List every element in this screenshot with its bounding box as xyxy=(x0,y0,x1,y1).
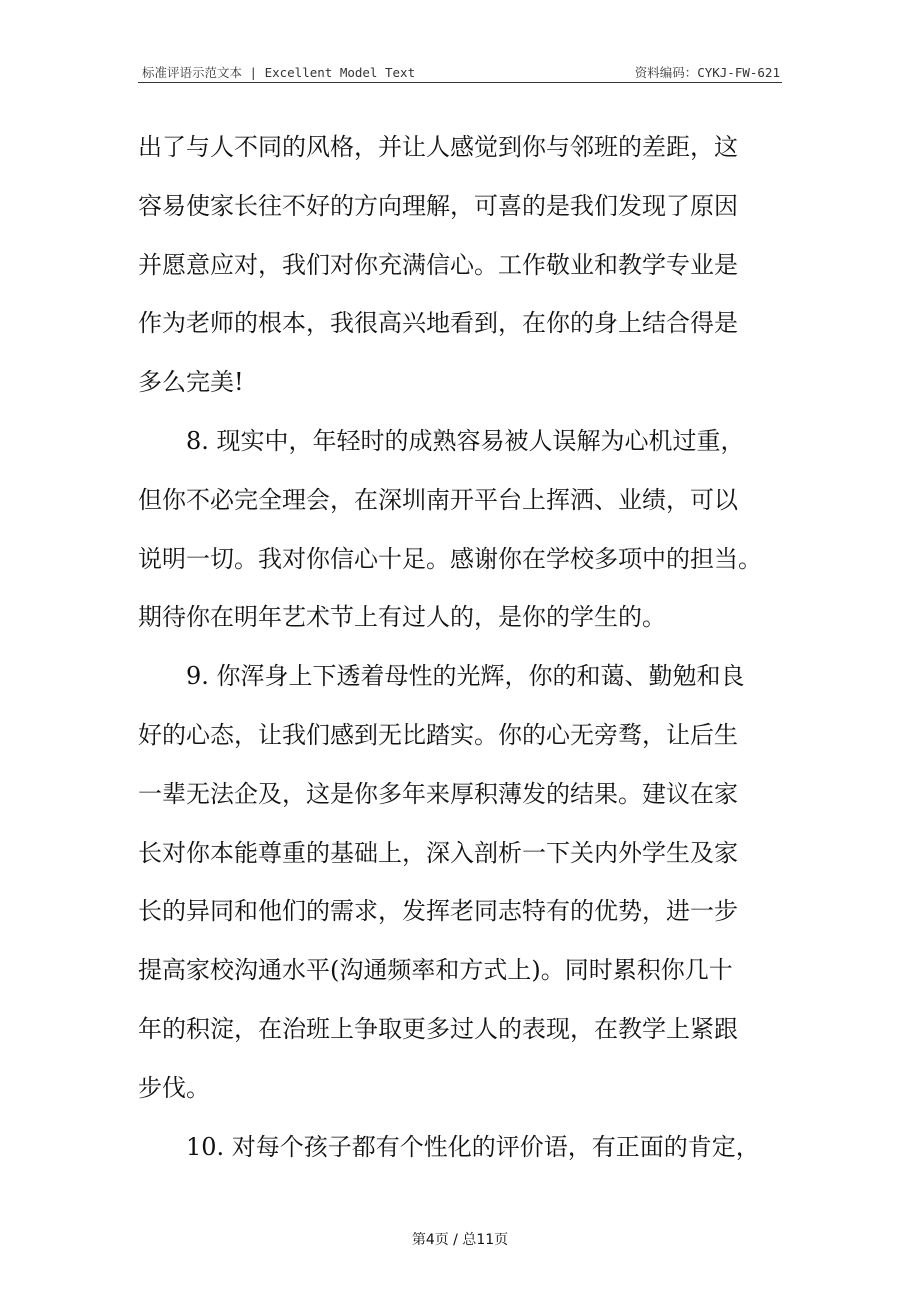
text-line: 9. 你浑身上下透着母性的光辉，你的和蔼、勤勉和良 xyxy=(186,662,745,691)
text-line: 出了与人不同的风格，并让人感觉到你与邻班的差距，这 xyxy=(138,133,738,161)
page-footer xyxy=(0,1229,920,1249)
document-body xyxy=(138,118,778,1176)
header-document-code: 资料编码：CYKJ-FW-621 xyxy=(634,65,780,80)
text-line: 10. 对每个孩子都有个性化的评价语，有正面的肯定， xyxy=(186,1132,760,1161)
text-line: 步伐。 xyxy=(138,1073,210,1102)
text-line: 年的积淀，在治班上争取更多过人的表现，在教学上紧跟 xyxy=(138,1014,738,1043)
text-line: 并愿意应对，我们对你充满信心。工作敬业和教学专业是 xyxy=(138,250,738,279)
text-line: 提高家校沟通水平(沟通频率和方式上)。同时累积你几十 xyxy=(138,956,733,985)
text-line: 说明一切。我对你信心十足。感谢你在学校多项中的担当。 xyxy=(138,544,762,573)
text-line: 长的异同和他们的需求，发挥老同志特有的优势，进一步 xyxy=(138,897,738,926)
text-line: 一辈无法企及，这是你多年来厚积薄发的结果。建议在家 xyxy=(138,779,738,808)
text-line: 8. 现实中，年轻时的成熟容易被人误解为心机过重， xyxy=(186,426,745,455)
page-number: 第4页 / 总11页 xyxy=(411,1232,509,1248)
text-line: 好的心态，让我们感到无比踏实。你的心无旁骛，让后生 xyxy=(138,720,738,749)
text-line: 但你不必完全理会，在深圳南开平台上挥洒、业绩，可以 xyxy=(138,485,738,514)
text-line: 期待你在明年艺术节上有过人的，是你的学生的。 xyxy=(138,603,666,632)
header-document-title: 标准评语示范文本 | Excellent Model Text xyxy=(142,65,416,80)
text-line: 作为老师的根本，我很高兴地看到，在你的身上结合得是 xyxy=(138,309,738,338)
text-line: 多么完美! xyxy=(138,368,244,397)
text-line: 长对你本能尊重的基础上，深入剖析一下关内外学生及家 xyxy=(138,838,738,867)
page-header xyxy=(138,60,782,83)
text-line: 容易使家长往不好的方向理解，可喜的是我们发现了原因 xyxy=(138,191,738,220)
